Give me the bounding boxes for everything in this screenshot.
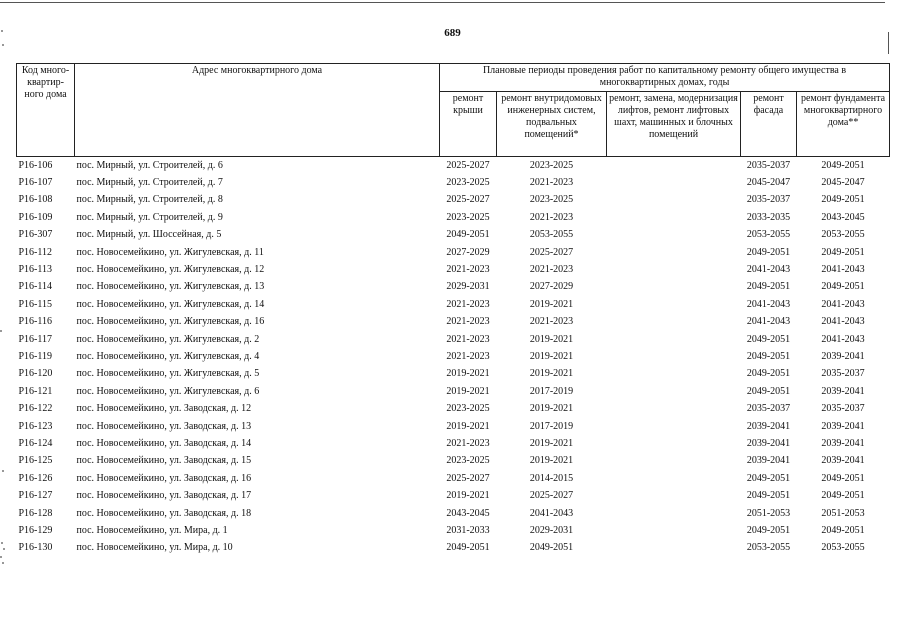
cell-facade: 2049-2051 — [746, 350, 791, 362]
table-row — [17, 400, 890, 417]
header-periods: Плановые периоды проведения работ по капитальному ремонту общего имущества в многоквартирных домах, годы — [440, 64, 890, 92]
cell-elevators — [607, 453, 741, 470]
cell-elevators — [607, 174, 741, 191]
cell-address: пос. Новосемейкино, ул. Заводская, д. 14 — [76, 437, 252, 449]
cell-code: Р16-125 — [18, 455, 53, 467]
cell-address: пос. Новосемейкино, ул. Жигулевская, д. 5 — [76, 368, 260, 380]
cell-address: пос. Новосемейкино, ул. Мира, д. 10 — [76, 542, 233, 554]
table-row — [17, 261, 890, 278]
header-facade: ремонт фасада — [741, 92, 797, 157]
cell-elevators — [607, 435, 741, 452]
cell-code: Р16-123 — [18, 420, 53, 432]
cell-elevators — [607, 261, 741, 278]
cell-elevators — [607, 331, 741, 348]
cell-facade: 2049-2051 — [746, 281, 791, 293]
cell-facade: 2053-2055 — [746, 229, 791, 241]
scan-specks — [0, 30, 6, 590]
cell-foundation: 2035-2037 — [821, 403, 865, 415]
cell-elevators — [607, 279, 741, 296]
cell-foundation: 2039-2041 — [821, 350, 865, 362]
cell-systems: 2029-2031 — [529, 524, 574, 536]
cell-roof: 2023-2025 — [446, 177, 490, 189]
cell-roof: 2029-2031 — [446, 281, 490, 293]
table-row — [17, 540, 890, 557]
cell-address: пос. Новосемейкино, ул. Жигулевская, д. 14 — [76, 298, 265, 310]
cell-code: Р16-129 — [18, 524, 53, 536]
cell-roof: 2021-2023 — [446, 316, 490, 328]
table-row — [17, 209, 890, 226]
header-roof: ремонт крыши — [440, 92, 497, 157]
cell-code: Р16-126 — [18, 472, 53, 484]
cell-systems: 2049-2051 — [529, 542, 574, 554]
cell-address: пос. Мирный, ул. Строителей, д. 9 — [76, 211, 223, 223]
table-row — [17, 366, 890, 383]
cell-foundation: 2039-2041 — [821, 437, 865, 449]
cell-elevators — [607, 366, 741, 383]
repair-schedule-table — [16, 63, 890, 557]
table-row — [17, 435, 890, 452]
cell-roof: 2023-2025 — [446, 403, 490, 415]
cell-elevators — [607, 157, 741, 175]
cell-systems: 2021-2023 — [529, 316, 574, 328]
header-code: Код много-квартир-ного дома — [17, 64, 75, 157]
cell-systems: 2053-2055 — [529, 229, 574, 241]
cell-facade: 2053-2055 — [746, 542, 791, 554]
cell-facade: 2049-2051 — [746, 333, 791, 345]
cell-systems: 2019-2021 — [529, 368, 574, 380]
cell-elevators — [607, 209, 741, 226]
cell-roof: 2025-2027 — [446, 472, 490, 484]
table-row — [17, 505, 890, 522]
cell-facade: 2033-2035 — [746, 211, 791, 223]
table-row — [17, 470, 890, 487]
cell-elevators — [607, 400, 741, 417]
cell-roof: 2049-2051 — [446, 542, 490, 554]
cell-foundation: 2039-2041 — [821, 455, 865, 467]
cell-facade: 2049-2051 — [746, 385, 791, 397]
cell-code: Р16-116 — [18, 316, 53, 328]
table-row — [17, 487, 890, 504]
cell-foundation: 2051-2053 — [821, 507, 865, 519]
cell-roof: 2025-2027 — [446, 159, 490, 171]
cell-address: пос. Новосемейкино, ул. Жигулевская, д. 11 — [76, 246, 264, 258]
cell-elevators — [607, 522, 741, 539]
cell-facade: 2049-2051 — [746, 368, 791, 380]
cell-foundation: 2049-2051 — [821, 524, 865, 536]
cell-facade: 2051-2053 — [746, 507, 791, 519]
cell-facade: 2041-2043 — [746, 264, 791, 276]
cell-elevators — [607, 348, 741, 365]
cell-roof: 2049-2051 — [446, 229, 490, 241]
cell-code: Р16-112 — [18, 246, 53, 258]
cell-facade: 2045-2047 — [746, 177, 791, 189]
cell-roof: 2031-2033 — [446, 524, 490, 536]
cell-foundation: 2049-2051 — [821, 472, 865, 484]
cell-facade: 2035-2037 — [746, 403, 791, 415]
header-row-top — [17, 64, 890, 92]
table-row — [17, 348, 890, 365]
cell-elevators — [607, 244, 741, 261]
cell-address: пос. Новосемейкино, ул. Заводская, д. 16 — [76, 472, 252, 484]
cell-foundation: 2053-2055 — [821, 229, 865, 241]
cell-systems: 2019-2021 — [529, 403, 574, 415]
table-row — [17, 453, 890, 470]
cell-facade: 2049-2051 — [746, 472, 791, 484]
header-systems: ремонт внутридомовых инженерных систем, подвальных помещений* — [497, 92, 607, 157]
cell-address: пос. Новосемейкино, ул. Заводская, д. 13 — [76, 420, 252, 432]
cell-foundation: 2041-2043 — [821, 264, 865, 276]
cell-roof: 2021-2023 — [446, 437, 490, 449]
table-row — [17, 331, 890, 348]
cell-elevators — [607, 540, 741, 557]
table-row — [17, 279, 890, 296]
cell-foundation: 2043-2045 — [821, 211, 865, 223]
cell-roof: 2019-2021 — [446, 368, 490, 380]
cell-address: пос. Новосемейкино, ул. Заводская, д. 18 — [76, 507, 252, 519]
cell-systems: 2023-2025 — [529, 159, 574, 171]
cell-systems: 2023-2025 — [529, 194, 574, 206]
cell-foundation: 2049-2051 — [821, 194, 865, 206]
cell-address: пос. Новосемейкино, ул. Жигулевская, д. 16 — [76, 316, 265, 328]
cell-address: пос. Новосемейкино, ул. Мира, д. 1 — [76, 524, 228, 536]
cell-foundation: 2049-2051 — [821, 281, 865, 293]
cell-roof: 2043-2045 — [446, 507, 490, 519]
cell-code: Р16-127 — [18, 490, 53, 502]
cell-systems: 2021-2023 — [529, 177, 574, 189]
cell-facade: 2049-2051 — [746, 246, 791, 258]
cell-address: пос. Мирный, ул. Строителей, д. 6 — [76, 159, 223, 171]
cell-code: Р16-130 — [18, 542, 53, 554]
cell-foundation: 2045-2047 — [821, 177, 865, 189]
cell-facade: 2039-2041 — [746, 420, 791, 432]
cell-code: Р16-119 — [18, 350, 53, 362]
cell-facade: 2039-2041 — [746, 455, 791, 467]
cell-foundation: 2035-2037 — [821, 368, 865, 380]
cell-facade: 2035-2037 — [746, 159, 791, 171]
cell-facade: 2041-2043 — [746, 298, 791, 310]
cell-foundation: 2041-2043 — [821, 316, 865, 328]
cell-elevators — [607, 505, 741, 522]
cell-facade: 2041-2043 — [746, 316, 791, 328]
cell-systems: 2017-2019 — [529, 420, 574, 432]
cell-code: Р16-117 — [18, 333, 53, 345]
top-rule — [0, 2, 885, 3]
cell-elevators — [607, 470, 741, 487]
cell-code: Р16-107 — [18, 177, 53, 189]
cell-elevators — [607, 487, 741, 504]
cell-systems: 2025-2027 — [529, 246, 574, 258]
cell-address: пос. Новосемейкино, ул. Жигулевская, д. 6 — [76, 385, 260, 397]
cell-systems: 2019-2021 — [529, 455, 574, 467]
cell-address: пос. Новосемейкино, ул. Жигулевская, д. 4 — [76, 350, 260, 362]
cell-code: Р16-106 — [18, 159, 53, 171]
cell-foundation: 2049-2051 — [821, 159, 865, 171]
cell-systems: 2027-2029 — [529, 281, 574, 293]
table-row — [17, 174, 890, 191]
cell-foundation: 2041-2043 — [821, 298, 865, 310]
cell-roof: 2027-2029 — [446, 246, 490, 258]
cell-foundation: 2049-2051 — [821, 490, 865, 502]
cell-facade: 2039-2041 — [746, 437, 791, 449]
cell-roof: 2019-2021 — [446, 490, 490, 502]
cell-address: пос. Новосемейкино, ул. Заводская, д. 12 — [76, 403, 252, 415]
cell-roof: 2021-2023 — [446, 350, 490, 362]
cell-elevators — [607, 296, 741, 313]
cell-systems: 2041-2043 — [529, 507, 574, 519]
cell-roof: 2023-2025 — [446, 211, 490, 223]
cell-facade: 2035-2037 — [746, 194, 791, 206]
cell-code: Р16-121 — [18, 385, 53, 397]
cell-code: Р16-115 — [18, 298, 53, 310]
cell-foundation: 2041-2043 — [821, 333, 865, 345]
cell-roof: 2021-2023 — [446, 298, 490, 310]
cell-address: пос. Мирный, ул. Строителей, д. 8 — [76, 194, 223, 206]
cell-elevators — [607, 227, 741, 244]
cell-roof: 2021-2023 — [446, 333, 490, 345]
cell-systems: 2017-2019 — [529, 385, 574, 397]
header-foundation: ремонт фундамента многоквартирного дома** — [797, 92, 890, 157]
cell-address: пос. Новосемейкино, ул. Жигулевская, д. 13 — [76, 281, 265, 293]
table-row — [17, 314, 890, 331]
cell-code: Р16-113 — [18, 264, 53, 276]
cell-foundation: 2039-2041 — [821, 420, 865, 432]
cell-roof: 2019-2021 — [446, 420, 490, 432]
cell-code: Р16-124 — [18, 437, 53, 449]
table-body — [17, 157, 890, 557]
cell-code: Р16-120 — [18, 368, 53, 380]
header-elevators: ремонт, замена, модернизация лифтов, ремонт лифтовых шахт, машинных и блочных помещений — [607, 92, 741, 157]
table-row — [17, 157, 890, 175]
cell-address: пос. Мирный, ул. Строителей, д. 7 — [76, 177, 223, 189]
header-address: Адрес многоквартирного дома — [75, 64, 440, 157]
cell-roof: 2025-2027 — [446, 194, 490, 206]
cell-foundation: 2039-2041 — [821, 385, 865, 397]
cell-systems: 2014-2015 — [529, 472, 574, 484]
cell-elevators — [607, 383, 741, 400]
cell-address: пос. Новосемейкино, ул. Жигулевская, д. 2 — [76, 333, 260, 345]
cell-facade: 2049-2051 — [746, 524, 791, 536]
cell-roof: 2023-2025 — [446, 455, 490, 467]
cell-elevators — [607, 192, 741, 209]
cell-systems: 2019-2021 — [529, 437, 574, 449]
cell-foundation: 2049-2051 — [821, 246, 865, 258]
cell-systems: 2019-2021 — [529, 298, 574, 310]
table-row — [17, 522, 890, 539]
cell-address: пос. Мирный, ул. Шоссейная, д. 5 — [76, 229, 222, 241]
cell-elevators — [607, 418, 741, 435]
cell-code: Р16-114 — [18, 281, 53, 293]
table-row — [17, 383, 890, 400]
table-row — [17, 244, 890, 261]
cell-code: Р16-109 — [18, 211, 53, 223]
cell-elevators — [607, 314, 741, 331]
table-row — [17, 227, 890, 244]
table-row — [17, 418, 890, 435]
cell-facade: 2049-2051 — [746, 490, 791, 502]
table-row — [17, 296, 890, 313]
cell-roof: 2019-2021 — [446, 385, 490, 397]
page-number: 689 — [444, 27, 461, 39]
cell-code: Р16-108 — [18, 194, 53, 206]
cell-roof: 2021-2023 — [446, 264, 490, 276]
cell-code: Р16-122 — [18, 403, 53, 415]
cell-address: пос. Новосемейкино, ул. Жигулевская, д. 12 — [76, 264, 265, 276]
cell-address: пос. Новосемейкино, ул. Заводская, д. 15 — [76, 455, 252, 467]
cell-foundation: 2053-2055 — [821, 542, 865, 554]
cell-code: Р16-128 — [18, 507, 53, 519]
cell-systems: 2019-2021 — [529, 350, 574, 362]
cell-systems: 2019-2021 — [529, 333, 574, 345]
cell-code: Р16-307 — [18, 229, 53, 241]
cell-systems: 2021-2023 — [529, 211, 574, 223]
cell-address: пос. Новосемейкино, ул. Заводская, д. 17 — [76, 490, 252, 502]
table-row — [17, 192, 890, 209]
cell-systems: 2021-2023 — [529, 264, 574, 276]
cell-systems: 2025-2027 — [529, 490, 574, 502]
